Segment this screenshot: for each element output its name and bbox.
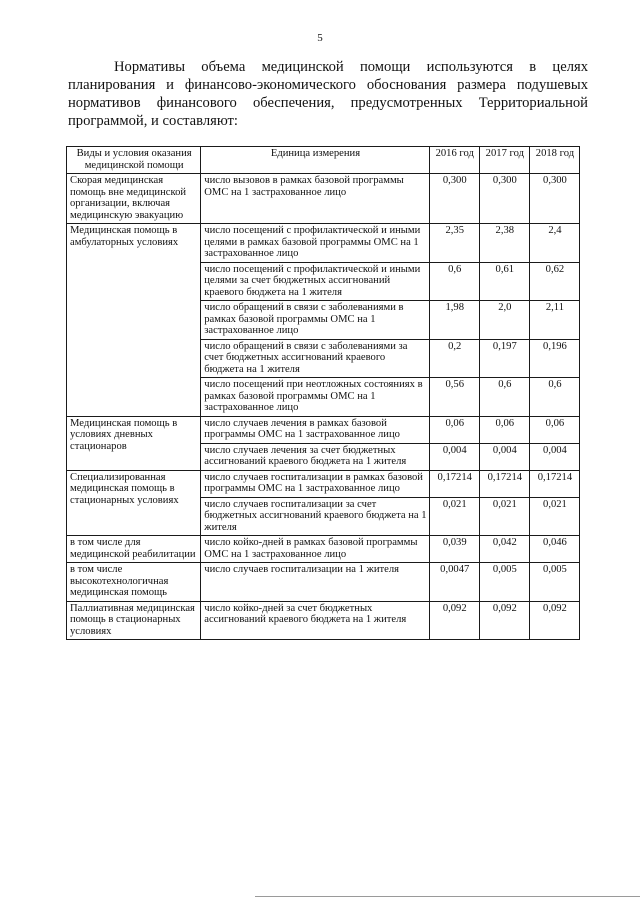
value-2018-cell: 0,196 [529,339,579,378]
value-2018-cell: 0,021 [529,497,579,536]
unit-cell: число случаев лечения за счет бюджетных ассигнований краевого бюджета на 1 жителя [201,443,429,470]
category-cell: в том числе для медицинской реабилитации [67,536,201,563]
value-2016-cell: 0,300 [429,174,479,224]
table-row [67,536,580,563]
header-2017: 2017 год [479,147,529,174]
value-2016-cell: 0,56 [429,378,479,417]
value-2018-cell: 0,17214 [529,470,579,497]
value-2016-cell: 0,004 [429,443,479,470]
category-cell: Медицинская помощь в условиях дневных стационаров [67,416,201,470]
unit-cell: число случаев госпитализации на 1 жителя [201,563,429,602]
value-2018-cell: 2,4 [529,224,579,263]
category-cell: Скорая медицинская помощь вне медицинской организации, включая медицинскую эвакуацию [67,174,201,224]
value-2016-cell: 1,98 [429,301,479,340]
unit-cell: число посещений с профилактической и иными целями за счет бюджетных ассигнований краевого бюджета на 1 жителя [201,262,429,301]
category-cell: Паллиативная медицинская помощь в стационарных условиях [67,601,201,640]
value-2017-cell: 2,0 [479,301,529,340]
page-number: 5 [317,32,323,44]
unit-cell: число посещений при неотложных состояниях в рамках базовой программы ОМС на 1 застрахованное лицо [201,378,429,417]
unit-cell: число случаев госпитализации в рамках базовой программы ОМС на 1 застрахованное лицо [201,470,429,497]
table-row [67,416,580,443]
value-2016-cell: 0,092 [429,601,479,640]
value-2017-cell: 0,092 [479,601,529,640]
unit-cell: число случаев лечения в рамках базовой программы ОМС на 1 застрахованное лицо [201,416,429,443]
value-2018-cell: 0,62 [529,262,579,301]
header-category: Виды и условия оказания медицинской помощи [67,147,201,174]
category-cell: в том числе высокотехнологичная медицинская помощь [67,563,201,602]
norms-table [66,146,580,640]
unit-cell: число койко-дней за счет бюджетных ассигнований краевого бюджета на 1 жителя [201,601,429,640]
value-2017-cell: 0,61 [479,262,529,301]
table-header-row [67,147,580,174]
value-2017-cell: 0,17214 [479,470,529,497]
unit-cell: число обращений в связи с заболеваниями за счет бюджетных ассигнований краевого бюджета на 1 жителя [201,339,429,378]
unit-cell: число койко-дней в рамках базовой программы ОМС на 1 застрахованное лицо [201,536,429,563]
value-2017-cell: 0,300 [479,174,529,224]
table-row [67,563,580,602]
value-2016-cell: 0,0047 [429,563,479,602]
table-row [67,470,580,497]
value-2017-cell: 0,06 [479,416,529,443]
value-2017-cell: 0,197 [479,339,529,378]
table-row [67,224,580,263]
unit-cell: число обращений в связи с заболеваниями в рамках базовой программы ОМС на 1 застрахованное лицо [201,301,429,340]
value-2017-cell: 0,005 [479,563,529,602]
intro-paragraph: Нормативы объема медицинской помощи используются в целях планирования и финансово-экономического обоснования размера подушевых нормативов финансового обеспечения, предусмотренных Территориальной программой, и составляют: [68,59,588,129]
header-2018: 2018 год [529,147,579,174]
value-2016-cell: 0,2 [429,339,479,378]
value-2016-cell: 0,17214 [429,470,479,497]
table-row [67,601,580,640]
unit-cell: число вызовов в рамках базовой программы ОМС на 1 застрахованное лицо [201,174,429,224]
value-2016-cell: 2,35 [429,224,479,263]
value-2017-cell: 0,6 [479,378,529,417]
unit-cell: число случаев госпитализации за счет бюджетных ассигнований краевого бюджета на 1 жителя [201,497,429,536]
header-unit: Единица измерения [201,147,429,174]
value-2017-cell: 2,38 [479,224,529,263]
value-2018-cell: 0,092 [529,601,579,640]
value-2018-cell: 0,300 [529,174,579,224]
value-2016-cell: 0,06 [429,416,479,443]
value-2016-cell: 0,6 [429,262,479,301]
value-2018-cell: 0,046 [529,536,579,563]
value-2016-cell: 0,021 [429,497,479,536]
value-2018-cell: 0,06 [529,416,579,443]
category-cell: Специализированная медицинская помощь в стационарных условиях [67,470,201,536]
value-2018-cell: 2,11 [529,301,579,340]
value-2018-cell: 0,005 [529,563,579,602]
value-2018-cell: 0,004 [529,443,579,470]
value-2016-cell: 0,039 [429,536,479,563]
value-2018-cell: 0,6 [529,378,579,417]
value-2017-cell: 0,021 [479,497,529,536]
category-cell: Медицинская помощь в амбулаторных условиях [67,224,201,417]
header-2016: 2016 год [429,147,479,174]
value-2017-cell: 0,004 [479,443,529,470]
table-row [67,174,580,224]
value-2017-cell: 0,042 [479,536,529,563]
unit-cell: число посещений с профилактической и иными целями в рамках базовой программы ОМС на 1 застрахованное лицо [201,224,429,263]
scan-edge-line [255,896,640,897]
